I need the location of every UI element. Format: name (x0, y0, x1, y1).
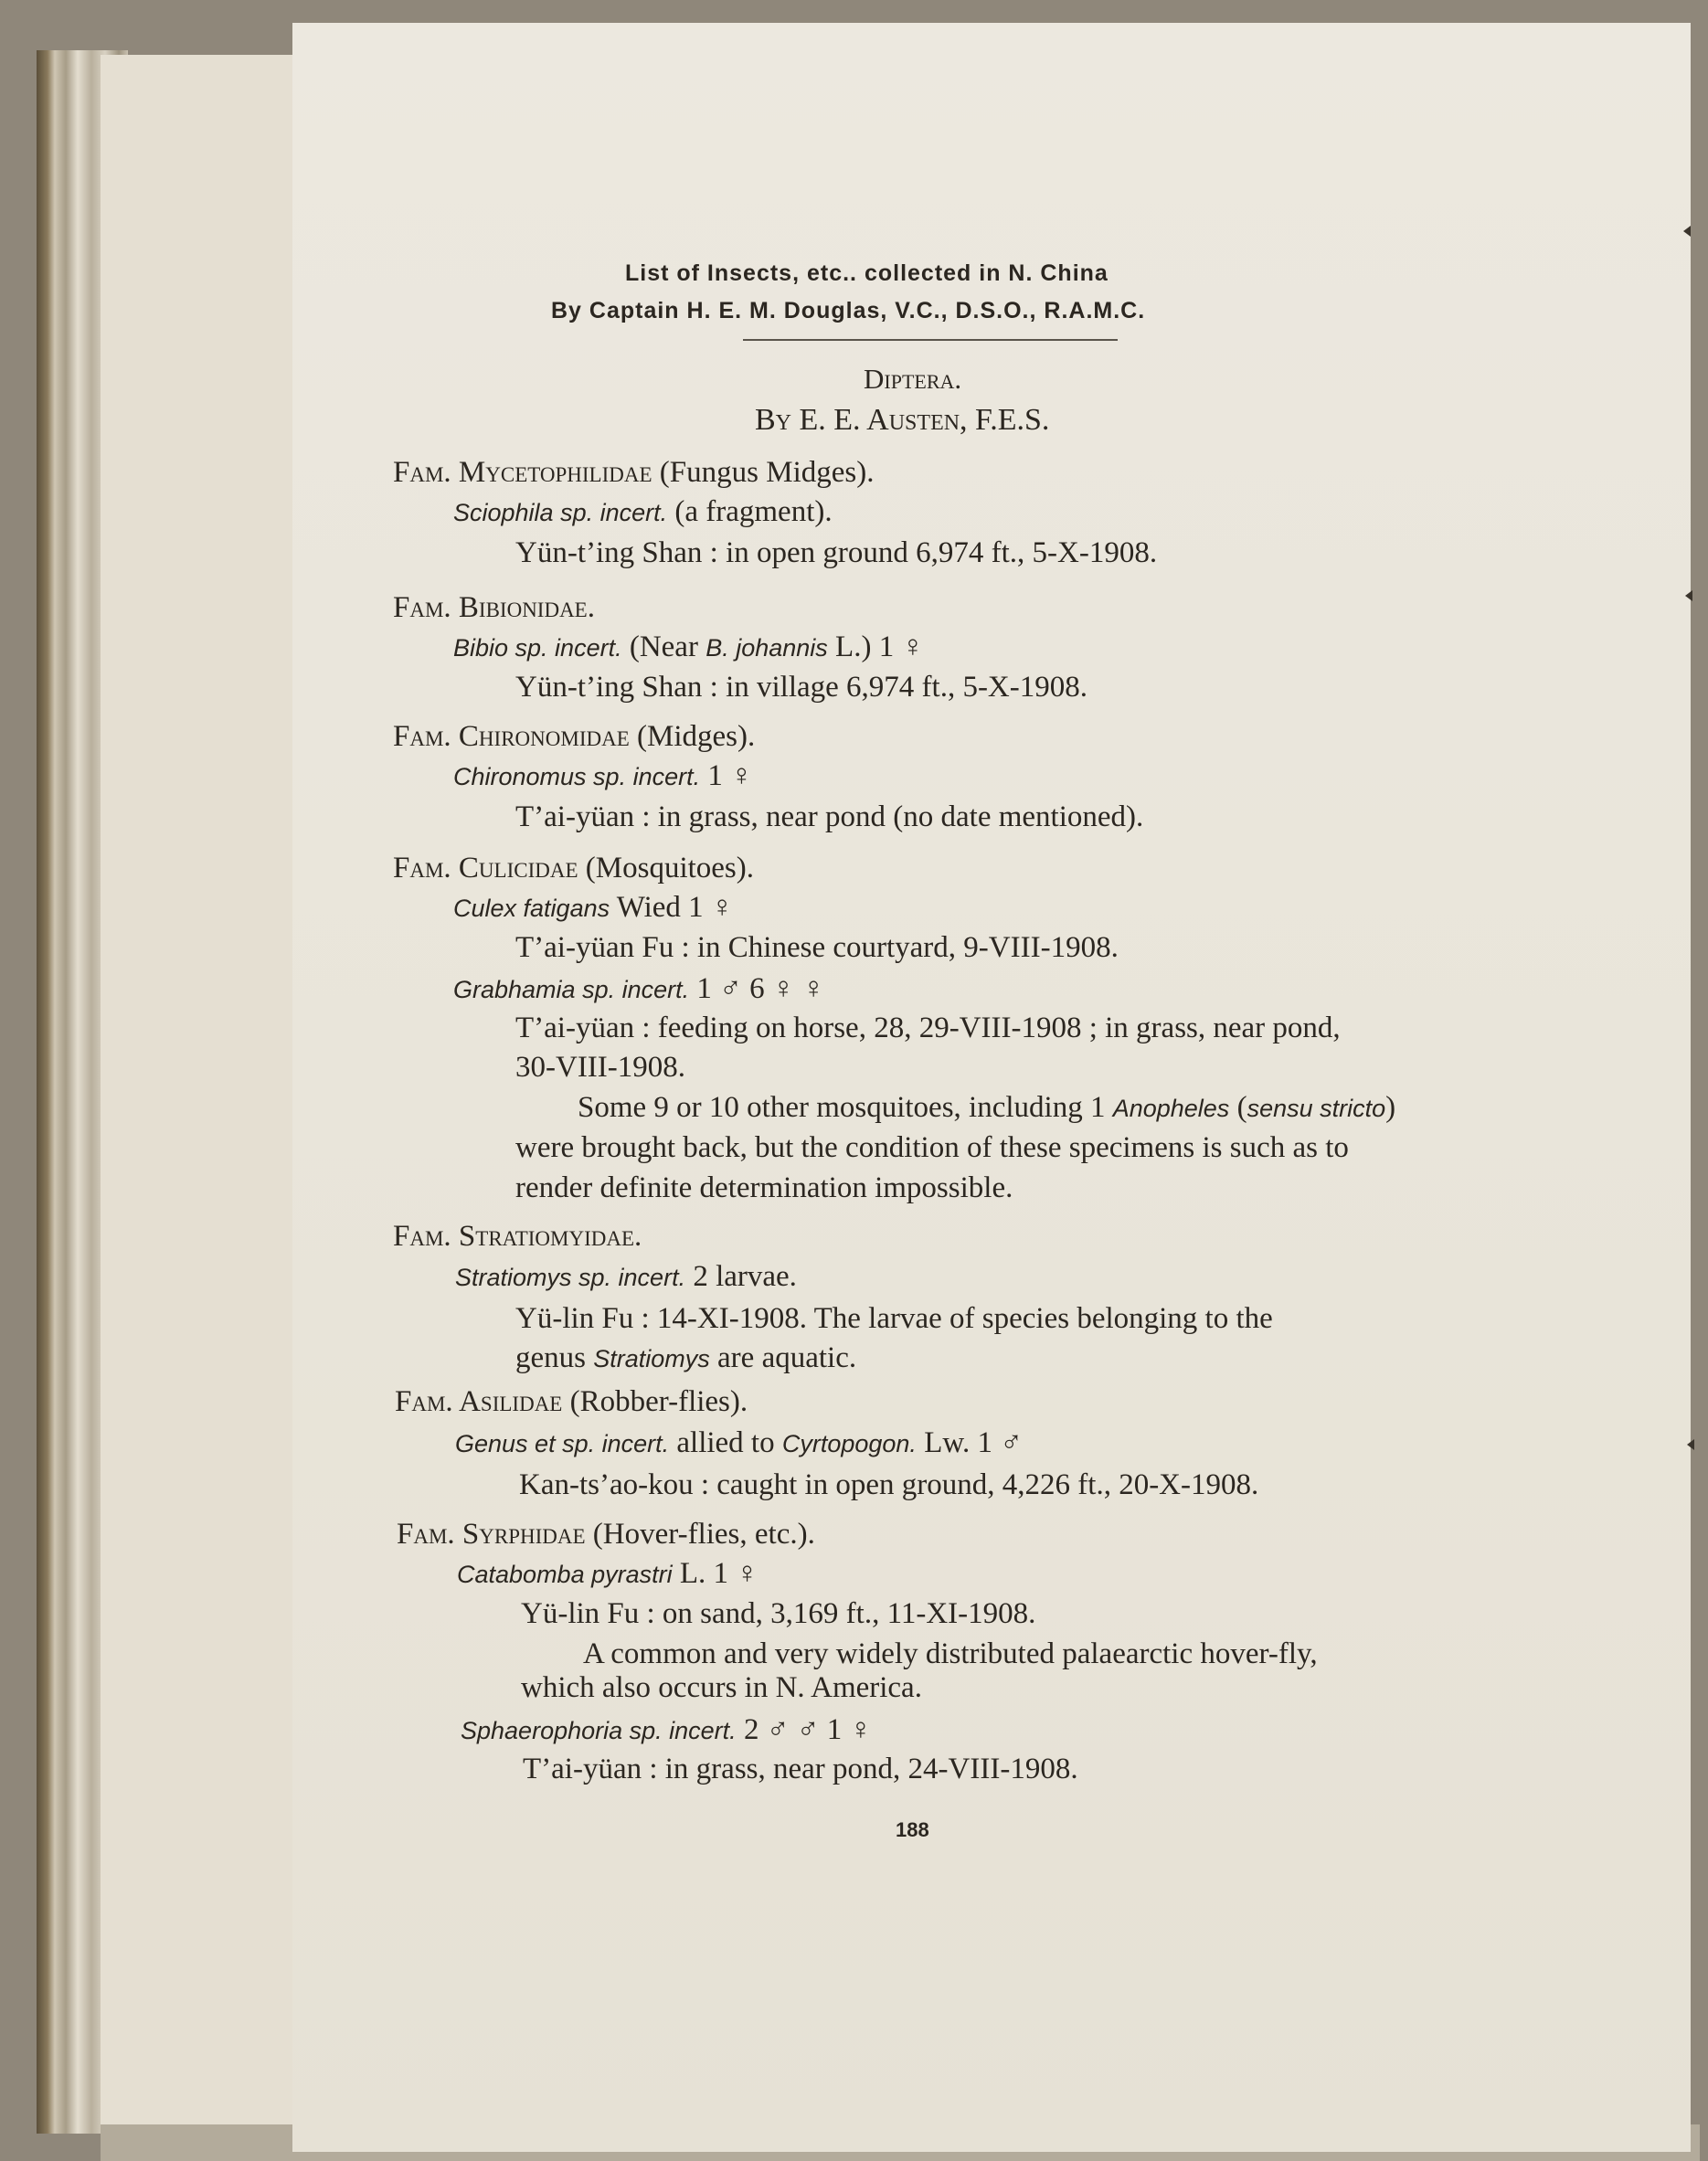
note-line: A common and very widely distributed palaearctic hover-fly, (583, 1637, 1318, 1670)
species-entry: Culex fatigans Wied 1 ♀ (453, 891, 734, 924)
locality-entry-cont: 30-VIII-1908. (515, 1051, 686, 1084)
locality-entry: Yü-lin Fu : on sand, 3,169 ft., 11-XI-1908. (521, 1597, 1036, 1630)
species-entry: Sphaerophoria sp. incert. 2 ♂ ♂ 1 ♀ (461, 1713, 873, 1746)
header-title: List of Insects, etc.. collected in N. China (625, 260, 1109, 286)
book-page (292, 23, 1691, 2152)
species-entry: Sciophila sp. incert. (a fragment). (453, 495, 833, 528)
header-author: By Captain H. E. M. Douglas, V.C., D.S.O., R.A.M.C. (551, 298, 1146, 323)
note-line: were brought back, but the condition of these specimens is such as to (515, 1131, 1349, 1164)
page-number: 188 (896, 1818, 929, 1841)
family-heading: Fam. Mycetophilidae (Fungus Midges). (393, 456, 875, 489)
family-heading: Fam. Chironomidae (Midges). (393, 720, 756, 753)
note-line: render definite determination impossible. (515, 1171, 1013, 1204)
margin-mark (1683, 226, 1691, 237)
locality-entry: T’ai-yüan : in grass, near pond (no date mentioned). (515, 800, 1144, 833)
species-entry: Catabomba pyrastri L. 1 ♀ (457, 1557, 759, 1590)
family-heading: Fam. Bibionidae. (393, 591, 595, 624)
family-heading: Fam. Asilidae (Robber-flies). (395, 1385, 748, 1418)
species-entry: Grabhamia sp. incert. 1 ♂ 6 ♀ ♀ (453, 972, 825, 1005)
locality-entry: Yü-lin Fu : 14-XI-1908. The larvae of species belonging to the (515, 1302, 1273, 1335)
note-line: which also occurs in N. America. (521, 1671, 922, 1704)
order-title: Diptera. (864, 363, 962, 395)
family-heading: Fam. Culicidae (Mosquitoes). (393, 852, 755, 885)
family-heading: Fam. Syrphidae (Hover-flies, etc.). (397, 1518, 815, 1551)
locality-entry: T’ai-yüan : in grass, near pond, 24-VIII-1908. (523, 1753, 1078, 1785)
author-line: By E. E. Austen, F.E.S. (755, 403, 1050, 437)
note-line: Some 9 or 10 other mosquitoes, including 1 Anopheles (sensu stricto) (578, 1091, 1396, 1124)
header-rule (743, 339, 1118, 341)
species-entry: Chironomus sp. incert. 1 ♀ (453, 759, 753, 792)
locality-entry: T’ai-yüan : feeding on horse, 28, 29-VIII-1908 ; in grass, near pond, (515, 1012, 1341, 1044)
species-entry: Stratiomys sp. incert. 2 larvae. (455, 1260, 797, 1293)
locality-entry: Yün-t’ing Shan : in open ground 6,974 ft., 5-X-1908. (515, 536, 1158, 569)
margin-mark (1685, 590, 1692, 601)
species-entry: Genus et sp. incert. allied to Cyrtopogon. Lw. 1 ♂ (455, 1426, 1024, 1459)
locality-entry: Yün-t’ing Shan : in village 6,974 ft., 5-X-1908. (515, 671, 1088, 704)
species-entry: Bibio sp. incert. (Near B. johannis L.) 1 ♀ (453, 630, 925, 663)
locality-entry: Kan-ts’ao-kou : caught in open ground, 4,226 ft., 20-X-1908. (519, 1468, 1259, 1501)
margin-mark (1687, 1439, 1694, 1450)
family-heading: Fam. Stratiomyidae. (393, 1220, 642, 1253)
locality-entry-cont: genus Stratiomys are aquatic. (515, 1341, 857, 1374)
facing-page-margin (101, 55, 297, 2129)
locality-entry: T’ai-yüan Fu : in Chinese courtyard, 9-VIII-1908. (515, 931, 1119, 964)
